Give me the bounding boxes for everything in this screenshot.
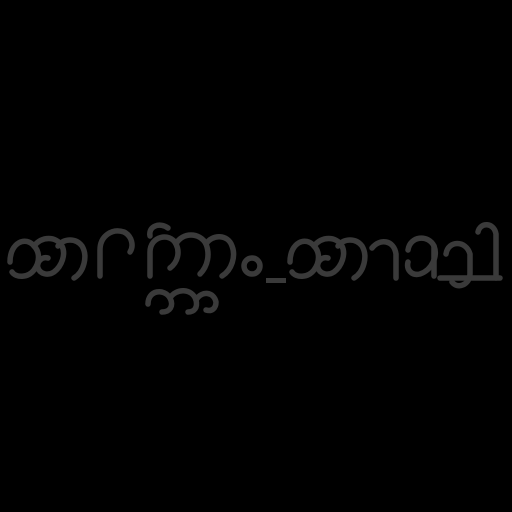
glyph-ka-1	[10, 239, 85, 279]
glyph-cchi	[408, 225, 500, 286]
glyph-aa-sign	[372, 242, 396, 278]
glyph-anusvara	[244, 258, 260, 274]
glyph-inna	[100, 225, 234, 276]
glyph-ka-2	[290, 239, 365, 279]
glyph-underscore	[266, 278, 286, 283]
glyph-subscript-na	[148, 291, 216, 312]
